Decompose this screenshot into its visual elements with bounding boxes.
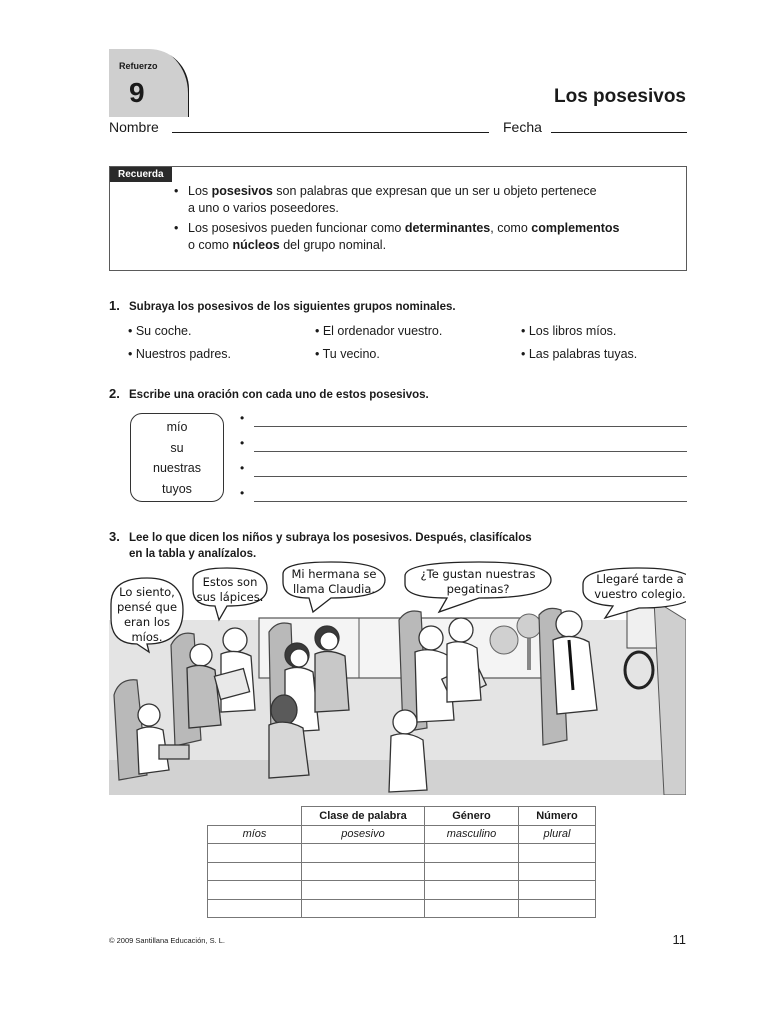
bubble-text: Llegaré tarde a [596,572,684,586]
recuerda-text: o como [188,238,233,252]
table-cell[interactable] [519,862,596,881]
list-item[interactable]: • El ordenador vuestro. [315,324,443,338]
recuerda-bold: determinantes [404,221,491,235]
list-item[interactable]: • Los libros míos. [521,324,617,338]
recuerda-text: son palabras que expresan que un ser u objeto pertenece [272,184,597,198]
table-cell[interactable] [519,844,596,863]
bubble-text: llama Claudia. [292,582,376,596]
recuerda-label: Recuerda [110,167,172,182]
bubble-text: pensé que [116,600,178,614]
exercise-number: 1. [109,298,120,313]
table-row [208,881,596,900]
bubble-text: Estos son [202,575,258,589]
table-header-cell: Número [519,807,596,826]
exercise-3-instruction [109,529,532,562]
table-cell[interactable] [302,844,425,863]
table-cell[interactable] [302,899,425,918]
table-cell[interactable] [302,862,425,881]
badge-label: Refuerzo [119,61,158,71]
table-row [208,862,596,881]
table-cell[interactable] [208,862,302,881]
badge-edge [137,49,189,117]
exercise-text: en la tabla y analízalos. [129,548,257,560]
table-cell: míos [208,825,302,844]
list-item[interactable]: • Las palabras tuyas. [521,347,638,361]
recuerda-list [172,183,619,257]
recuerda-bold: posesivos [211,184,273,198]
table-cell[interactable] [208,844,302,863]
recuerda-text: a uno o varios poseedores. [188,201,339,215]
table-cell: plural [519,825,596,844]
bullet: • [240,411,245,425]
exercise-number: 2. [109,386,120,401]
table-header-cell: Clase de palabra [302,807,425,826]
copyright: © 2009 Santillana Educación, S. L. [109,936,226,945]
bubble-text: vuestro colegio. [594,587,686,601]
recuerda-box [109,166,687,271]
table-cell[interactable] [519,881,596,900]
table-cell[interactable] [425,862,519,881]
recuerda-text: Los [188,184,212,198]
table-cell[interactable] [425,844,519,863]
badge-number: 9 [129,77,145,108]
table-row [208,825,596,844]
bullet: • [240,461,245,475]
fecha-field[interactable] [551,132,687,133]
possessives-box [130,413,224,502]
recuerda-bold: complementos [531,221,620,235]
writing-line[interactable] [240,463,687,477]
table-cell[interactable] [302,881,425,900]
list-item[interactable]: • Nuestros padres. [128,347,232,361]
possessive-word: nuestras [153,461,201,475]
recuerda-item [172,220,619,254]
bubble-text: eran los [123,615,171,629]
bubble-text: míos. [131,630,163,644]
possessive-word: tuyos [162,481,192,496]
table-row [208,844,596,863]
table-cell[interactable] [208,899,302,918]
writing-line[interactable] [240,413,687,427]
possessive-word: su [170,440,184,455]
page-number: 11 [672,932,686,947]
list-item[interactable]: • Su coche. [128,324,192,338]
table-header-row [208,807,596,826]
bubble-text: Mi hermana se [291,567,377,581]
recuerda-text: Los posesivos pueden funcionar como [188,221,405,235]
table-header-cell [208,807,302,826]
table-row [208,899,596,918]
list-item[interactable]: • Tu vecino. [315,347,380,361]
nombre-label: Nombre [109,119,159,135]
analysis-table [207,806,596,918]
exercise-1-instruction [109,298,456,315]
refuerzo-badge [109,49,189,117]
exercise-text: Escribe una oración con cada uno de estos posesivos. [129,389,429,401]
bullet: • [240,436,245,450]
bubble-text: sus lápices. [196,590,264,604]
table-header-cell: Género [425,807,519,826]
writing-line[interactable] [240,488,687,502]
bubble-text: Lo siento, [119,585,175,599]
bubble-text: ¿Te gustan nuestras [420,567,536,581]
table-cell[interactable] [425,899,519,918]
exercise-2-instruction [109,386,429,403]
bubble-text: pegatinas? [446,582,510,596]
exercise-number: 3. [109,529,120,544]
exercise-text: Lee lo que dicen los niños y subraya los posesivos. Después, clasifícalos [129,532,532,544]
table-cell[interactable] [425,881,519,900]
exercise-1-items [128,324,688,364]
fecha-label: Fecha [503,119,542,135]
recuerda-bold: núcleos [232,238,280,252]
name-date-row [109,117,687,137]
table-cell: posesivo [302,825,425,844]
bus-illustration [109,560,686,795]
table-cell[interactable] [208,881,302,900]
table-cell[interactable] [519,899,596,918]
nombre-field[interactable] [172,132,489,133]
recuerda-text: , como [490,221,532,235]
page-title: Los posesivos [554,86,686,107]
recuerda-text: del grupo nominal. [279,238,387,252]
exercise-text: Subraya los posesivos de los siguientes grupos nominales. [129,301,456,313]
writing-line[interactable] [240,438,687,452]
possessive-word: mío [166,420,188,434]
recuerda-item [172,183,619,217]
bullet: • [240,486,245,500]
table-cell: masculino [425,825,519,844]
